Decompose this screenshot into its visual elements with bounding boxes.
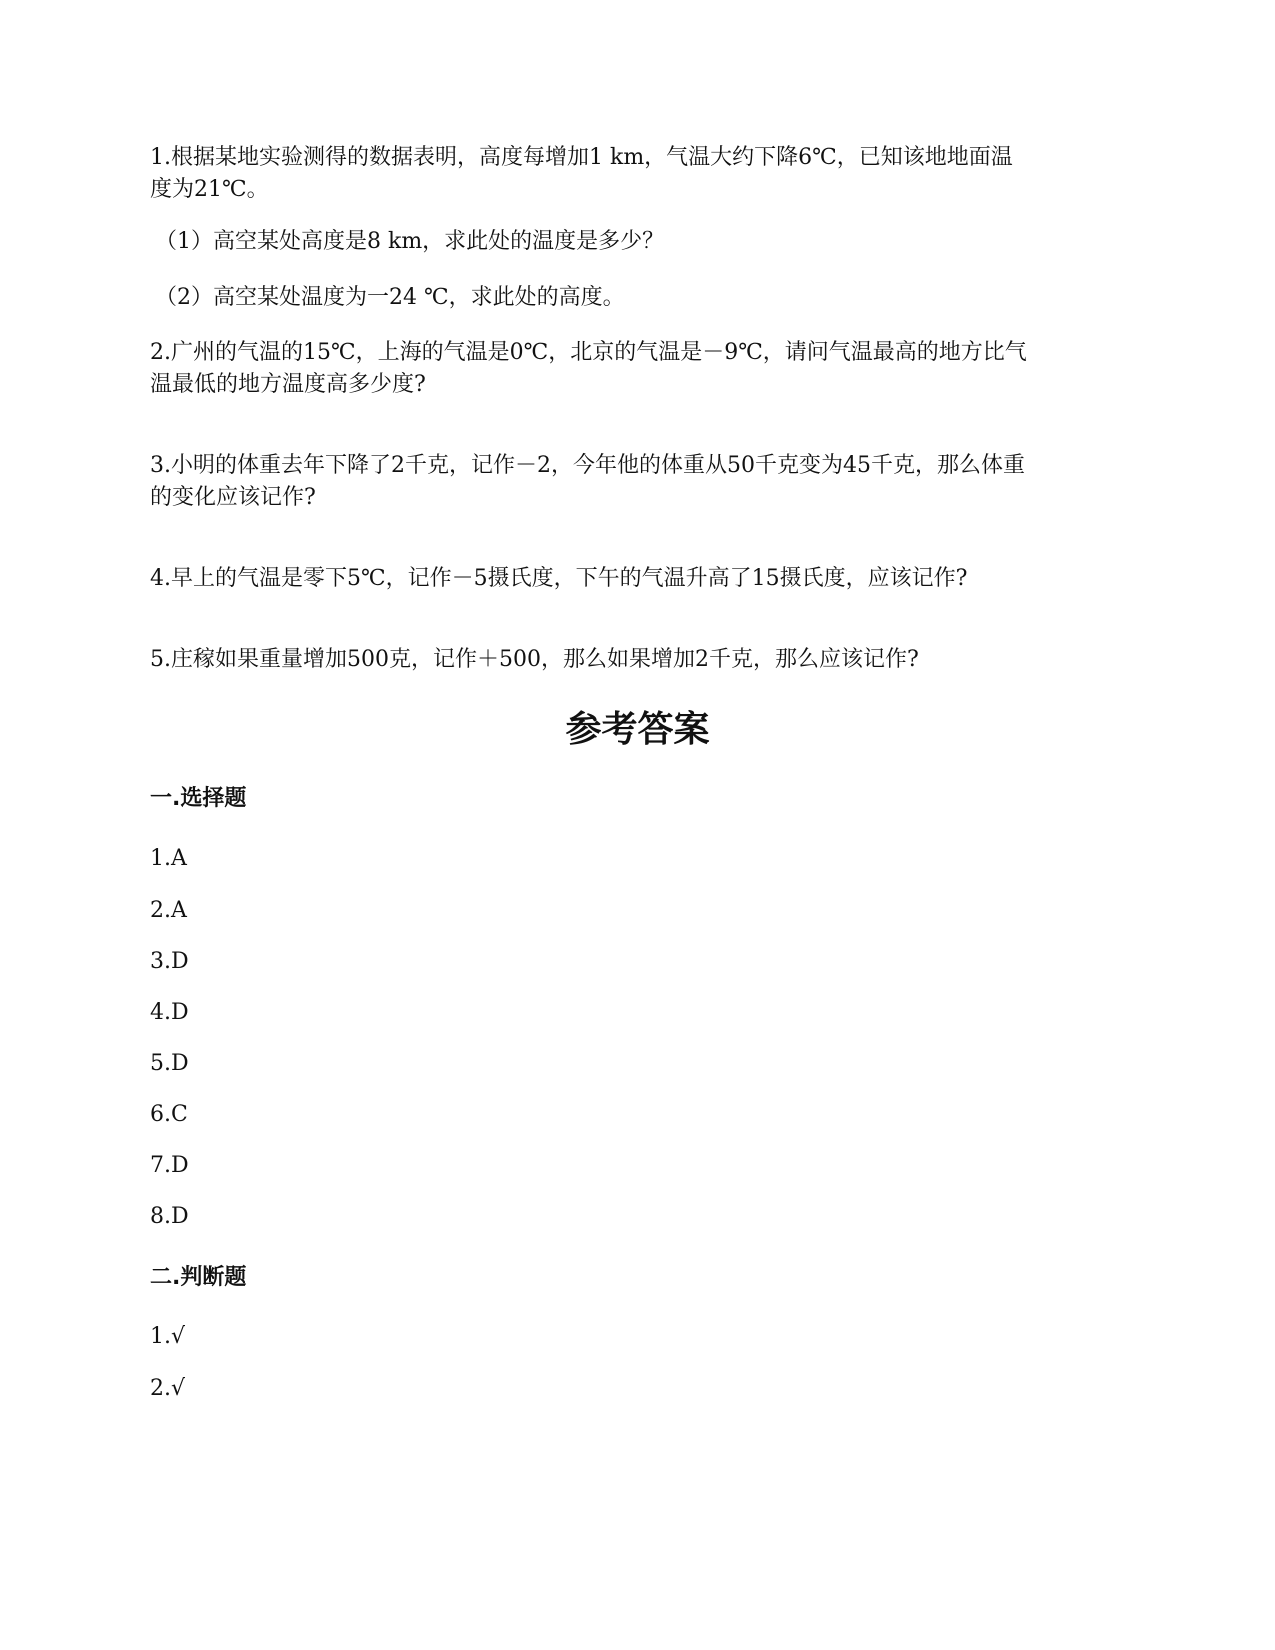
answer-item: 8.D [150, 1204, 189, 1229]
answer-key-title: 参考答案 [565, 709, 710, 750]
section-heading-choice: 一.选择题 [150, 786, 247, 811]
question-5-line-1: 5.庄稼如果重量增加500克，记作＋500，那么如果增加2千克，那么应该记作? [150, 647, 919, 672]
question-4-line-1: 4.早上的气温是零下5℃，记作－5摄氏度，下午的气温升高了15摄氏度，应该记作? [150, 566, 968, 591]
answer-item: 5.D [150, 1051, 189, 1076]
question-1-line-1: 1.根据某地实验测得的数据表明，高度每增加1 km，气温大约下降6℃，已知该地地面温 [150, 145, 1013, 170]
question-1-sub-1: （1）高空某处高度是8 km，求此处的温度是多少？ [155, 229, 665, 254]
answer-item: 1.A [150, 846, 187, 871]
answer-item: 7.D [150, 1153, 189, 1178]
question-3-line-2: 的变化应该记作? [150, 485, 316, 510]
question-2-line-1: 2.广州的气温的15℃，上海的气温是0℃，北京的气温是－9℃，请问气温最高的地方比气 [150, 340, 1027, 365]
question-1-line-2: 度为21℃。 [150, 177, 269, 202]
question-2-line-2: 温最低的地方温度高多少度? [150, 372, 426, 397]
section-heading-judgment: 二.判断题 [150, 1265, 247, 1290]
answer-item: 3.D [150, 949, 189, 974]
question-3-line-1: 3.小明的体重去年下降了2千克，记作－2，今年他的体重从50千克变为45千克，那么体重 [150, 453, 1025, 478]
answer-item: 4.D [150, 1000, 189, 1025]
answer-item: 6.C [150, 1102, 188, 1127]
answer-item: 2.A [150, 898, 187, 923]
answer-item: 2.√ [150, 1376, 186, 1401]
answer-item: 1.√ [150, 1324, 186, 1349]
question-1-sub-2: （2）高空某处温度为一24 ℃，求此处的高度。 [155, 285, 625, 310]
